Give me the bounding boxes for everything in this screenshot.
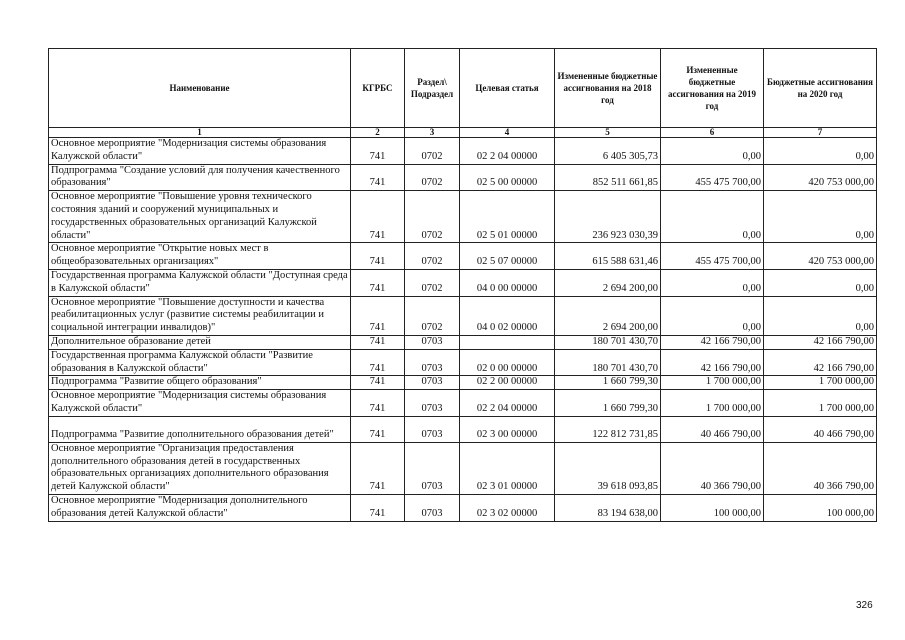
cell-v2019: 0,00	[661, 296, 764, 335]
cell-v2018: 83 194 638,00	[555, 494, 661, 521]
header-row	[49, 49, 877, 128]
cell-target: 02 2 00 00000	[460, 376, 555, 390]
cell-v2020: 0,00	[764, 138, 877, 165]
cell-kgrbs: 741	[351, 164, 405, 191]
cell-name: Дополнительное образование детей	[49, 335, 351, 349]
cell-v2019: 455 475 700,00	[661, 164, 764, 191]
col-header-2020: Бюджетные ассигнования на 2020 год	[764, 49, 877, 128]
table-row	[49, 164, 877, 191]
cell-target: 02 2 04 00000	[460, 138, 555, 165]
cell-kgrbs: 741	[351, 269, 405, 296]
table-row	[49, 494, 877, 521]
table-row	[49, 296, 877, 335]
cell-v2018: 180 701 430,70	[555, 335, 661, 349]
cell-v2019: 42 166 790,00	[661, 349, 764, 376]
cell-name: Основное мероприятие "Организация предоставления дополнительного образования детей в государственных образовательных организациях дополнительного образования детей Калужской области"	[49, 442, 351, 494]
cell-target: 04 0 02 00000	[460, 296, 555, 335]
col-number: 4	[460, 128, 555, 138]
cell-v2018: 1 660 799,30	[555, 390, 661, 417]
cell-v2020: 100 000,00	[764, 494, 877, 521]
cell-kgrbs: 741	[351, 494, 405, 521]
cell-section: 0703	[405, 335, 460, 349]
cell-kgrbs: 741	[351, 335, 405, 349]
cell-kgrbs: 741	[351, 243, 405, 270]
cell-target: 02 2 04 00000	[460, 390, 555, 417]
cell-section: 0703	[405, 442, 460, 494]
cell-v2019: 100 000,00	[661, 494, 764, 521]
col-number: 6	[661, 128, 764, 138]
cell-v2019: 40 366 790,00	[661, 442, 764, 494]
cell-target: 02 5 01 00000	[460, 191, 555, 243]
cell-name: Основное мероприятие "Модернизация дополнительного образования детей Калужской области"	[49, 494, 351, 521]
cell-section: 0703	[405, 376, 460, 390]
cell-v2018: 6 405 305,73	[555, 138, 661, 165]
col-header-2019: Измененные бюджетные ассигнования на 2019 год	[661, 49, 764, 128]
cell-name: Подпрограмма "Развитие общего образования"	[49, 376, 351, 390]
cell-kgrbs: 741	[351, 376, 405, 390]
cell-target	[460, 335, 555, 349]
table-row	[49, 442, 877, 494]
cell-target: 02 5 00 00000	[460, 164, 555, 191]
cell-kgrbs: 741	[351, 296, 405, 335]
table-row	[49, 138, 877, 165]
cell-v2020: 42 166 790,00	[764, 335, 877, 349]
cell-v2020: 1 700 000,00	[764, 376, 877, 390]
cell-v2020: 420 753 000,00	[764, 243, 877, 270]
cell-v2018: 39 618 093,85	[555, 442, 661, 494]
cell-v2018: 2 694 200,00	[555, 269, 661, 296]
cell-v2020: 40 366 790,00	[764, 442, 877, 494]
col-header-section: Раздел\ Подраздел	[405, 49, 460, 128]
col-header-name: Наименование	[49, 49, 351, 128]
col-number: 2	[351, 128, 405, 138]
cell-v2018: 852 511 661,85	[555, 164, 661, 191]
col-header-target: Целевая статья	[460, 49, 555, 128]
cell-section: 0703	[405, 494, 460, 521]
cell-v2020: 0,00	[764, 296, 877, 335]
cell-name: Основное мероприятие "Повышение доступности и качества реабилитационных услуг (развитие системы реабилитации и социальной интеграции инвалидов)"	[49, 296, 351, 335]
cell-v2019: 0,00	[661, 138, 764, 165]
cell-name: Основное мероприятие "Открытие новых мест в общеобразовательных организациях"	[49, 243, 351, 270]
cell-v2020: 0,00	[764, 191, 877, 243]
cell-v2019: 1 700 000,00	[661, 390, 764, 417]
cell-v2018: 1 660 799,30	[555, 376, 661, 390]
table-row	[49, 335, 877, 349]
cell-v2020: 420 753 000,00	[764, 164, 877, 191]
cell-section: 0702	[405, 164, 460, 191]
table-row	[49, 390, 877, 417]
cell-name: Основное мероприятие "Повышение уровня технического состояния зданий и сооружений муниципальных и государственных образовательных организаций Калужской области"	[49, 191, 351, 243]
cell-kgrbs: 741	[351, 442, 405, 494]
table-row	[49, 416, 877, 442]
cell-name: Подпрограмма "Развитие дополнительного образования детей"	[49, 416, 351, 442]
cell-target: 04 0 00 00000	[460, 269, 555, 296]
cell-target: 02 5 07 00000	[460, 243, 555, 270]
cell-kgrbs: 741	[351, 191, 405, 243]
cell-section: 0702	[405, 269, 460, 296]
cell-v2020: 42 166 790,00	[764, 349, 877, 376]
cell-section: 0703	[405, 349, 460, 376]
cell-v2019: 455 475 700,00	[661, 243, 764, 270]
cell-name: Государственная программа Калужской области "Доступная среда в Калужской области"	[49, 269, 351, 296]
cell-v2020: 0,00	[764, 269, 877, 296]
cell-name: Основное мероприятие "Модернизация системы образования Калужской области"	[49, 138, 351, 165]
table-row	[49, 269, 877, 296]
cell-section: 0702	[405, 296, 460, 335]
cell-section: 0702	[405, 243, 460, 270]
cell-name: Основное мероприятие "Модернизация системы образования Калужской области"	[49, 390, 351, 417]
cell-v2018: 180 701 430,70	[555, 349, 661, 376]
cell-kgrbs: 741	[351, 349, 405, 376]
cell-section: 0702	[405, 191, 460, 243]
cell-section: 0702	[405, 138, 460, 165]
cell-target: 02 3 02 00000	[460, 494, 555, 521]
cell-name: Государственная программа Калужской области "Развитие образования в Калужской области"	[49, 349, 351, 376]
col-number: 1	[49, 128, 351, 138]
cell-v2020: 1 700 000,00	[764, 390, 877, 417]
cell-kgrbs: 741	[351, 138, 405, 165]
cell-v2019: 1 700 000,00	[661, 376, 764, 390]
cell-v2018: 122 812 731,85	[555, 416, 661, 442]
col-number: 5	[555, 128, 661, 138]
cell-v2018: 615 588 631,46	[555, 243, 661, 270]
cell-v2019: 0,00	[661, 269, 764, 296]
col-header-kgrbs: КГРБС	[351, 49, 405, 128]
budget-table	[48, 48, 877, 522]
cell-v2019: 40 466 790,00	[661, 416, 764, 442]
cell-section: 0703	[405, 416, 460, 442]
column-number-row	[49, 128, 877, 138]
col-header-2018: Измененные бюджетные ассигнования на 2018 год	[555, 49, 661, 128]
table-row	[49, 376, 877, 390]
col-number: 7	[764, 128, 877, 138]
table-body	[49, 138, 877, 522]
cell-v2019: 42 166 790,00	[661, 335, 764, 349]
cell-target: 02 3 01 00000	[460, 442, 555, 494]
table-row	[49, 349, 877, 376]
cell-v2019: 0,00	[661, 191, 764, 243]
cell-kgrbs: 741	[351, 416, 405, 442]
table-row	[49, 191, 877, 243]
cell-section: 0703	[405, 390, 460, 417]
col-number: 3	[405, 128, 460, 138]
cell-kgrbs: 741	[351, 390, 405, 417]
cell-v2018: 2 694 200,00	[555, 296, 661, 335]
cell-v2020: 40 466 790,00	[764, 416, 877, 442]
cell-target: 02 3 00 00000	[460, 416, 555, 442]
cell-target: 02 0 00 00000	[460, 349, 555, 376]
cell-v2018: 236 923 030,39	[555, 191, 661, 243]
cell-name: Подпрограмма "Создание условий для получения качественного образования"	[49, 164, 351, 191]
page-number: 326	[856, 600, 873, 611]
table-row	[49, 243, 877, 270]
